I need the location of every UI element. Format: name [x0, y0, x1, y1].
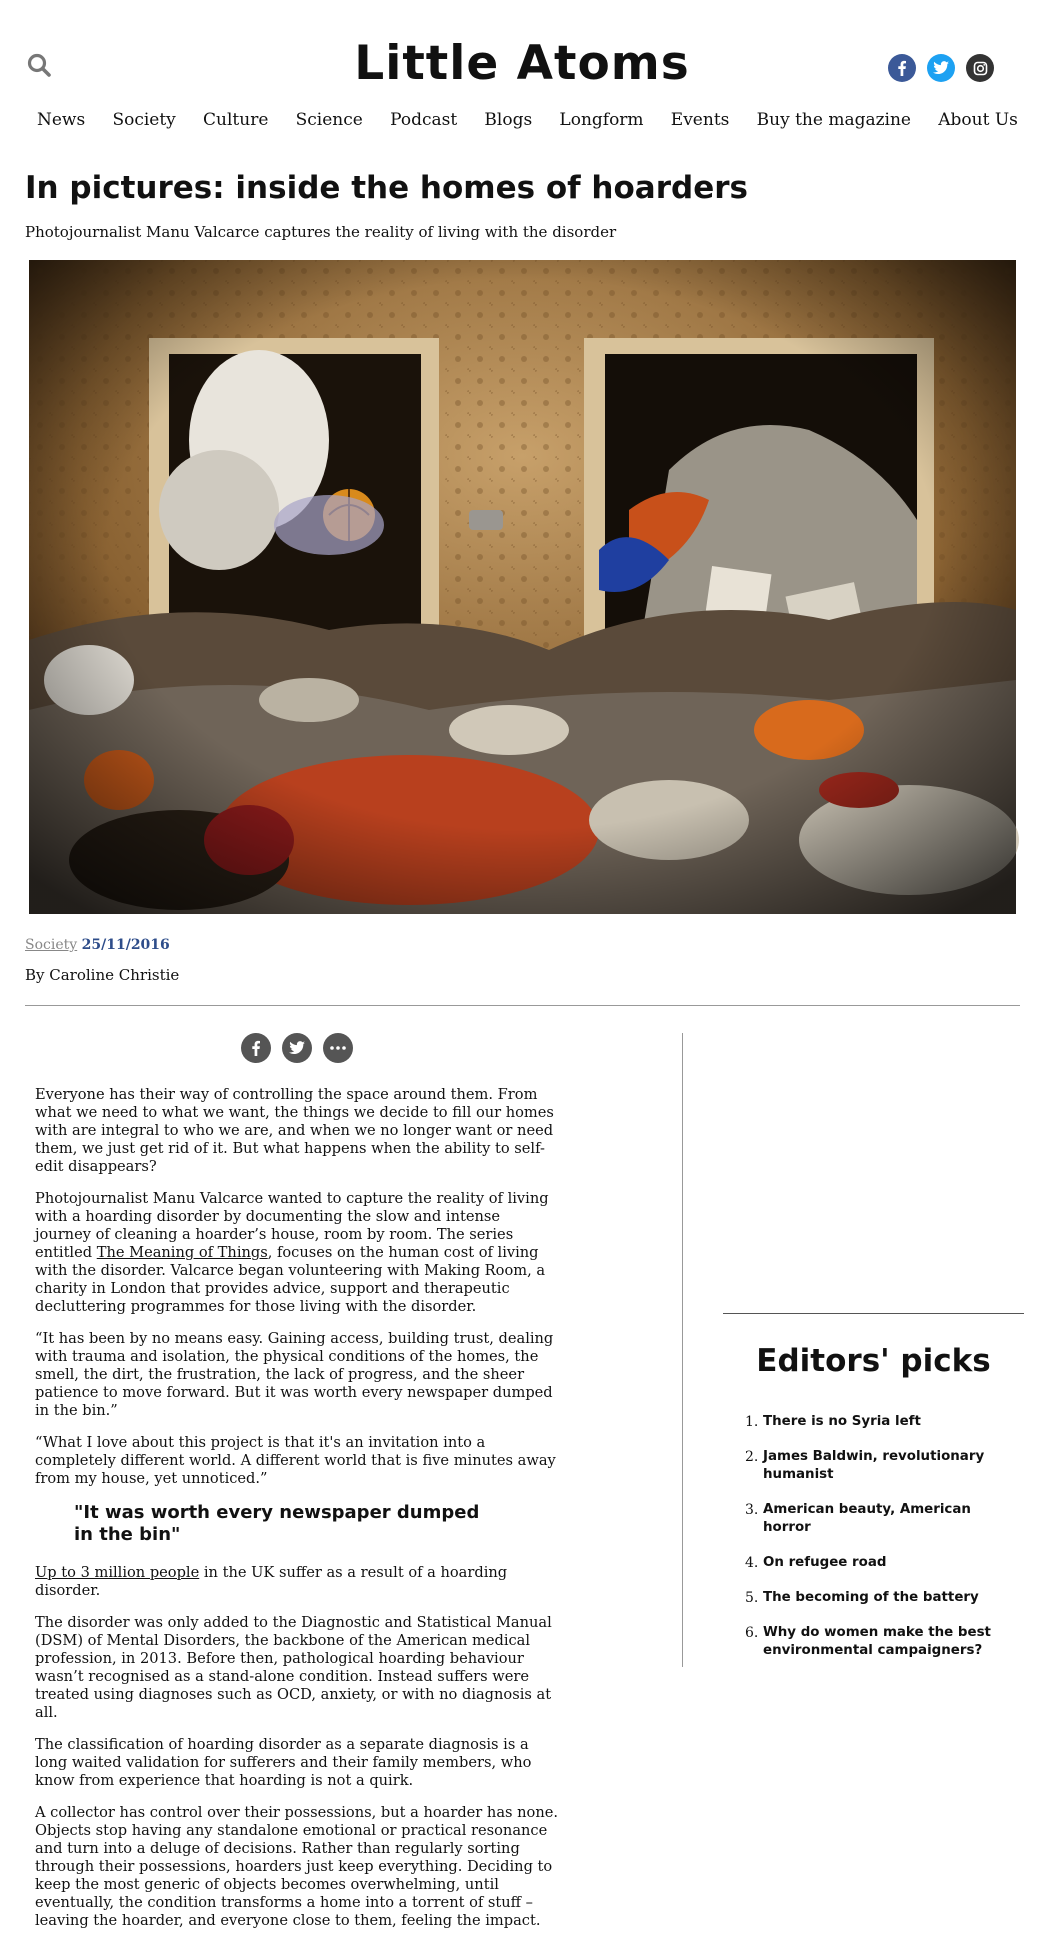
- article-standfirst: Photojournalist Manu Valcarce captures the reality of living with the disorder: [25, 223, 617, 241]
- nav-item-blogs[interactable]: Blogs: [484, 110, 533, 130]
- paragraph: Everyone has their way of controlling the space around them. From what we need to what we want, the things we decide to fill our homes with are integral to who we are, and when we no longer want or need them, we just get rid of it. But what happens when the ability to self-edit disappears?: [35, 1086, 554, 1175]
- pick-number: 3.: [745, 1502, 759, 1518]
- nav-item-science[interactable]: Science: [295, 110, 363, 130]
- paragraph: [35, 1190, 559, 1316]
- article-body: [35, 1086, 559, 1944]
- social-links: [888, 54, 994, 82]
- divider: [25, 1005, 1020, 1006]
- pick-item[interactable]: [745, 1624, 1015, 1660]
- facebook-icon[interactable]: [241, 1033, 271, 1063]
- pick-item[interactable]: [745, 1554, 1015, 1572]
- editors-picks-title: Editors' picks: [756, 1343, 991, 1379]
- paragraph: A collector has control over their possessions, but a hoarder has none. Objects stop having any standalone emotional or practical resonance and turn into a deluge of decisions. Rather than regularly sorting through their possessions, hoarders just keep everything. Deciding to keep the most generic of objects becomes overwhelming, until eventually, the condition transforms a home into a torrent of stuff – leaving the hoarder, and everyone close to them, feeling the impact.: [35, 1804, 559, 1929]
- pick-number: 1.: [745, 1414, 759, 1430]
- pick-label[interactable]: On refugee road: [763, 1555, 887, 1570]
- pick-label[interactable]: The becoming of the battery: [763, 1590, 979, 1605]
- statistic-link[interactable]: Up to 3 million people: [35, 1564, 200, 1581]
- pick-number: 4.: [745, 1555, 759, 1571]
- paragraph-text: in the UK suffer as a result of a hoarding disorder.: [35, 1564, 508, 1599]
- main-nav: [0, 110, 1044, 130]
- paragraph-text: Photojournalist Manu Valcarce wanted to capture the reality of living with a hoarding disorder by documenting the slow and intense journey of cleaning a hoarder’s house, room by room. The series entitled: [35, 1190, 549, 1261]
- paragraph: “It has been by no means easy. Gaining access, building trust, dealing with trauma and isolation, the physical conditions of the homes, the smell, the dirt, the frustration, the lack of progress, and the sheer patience to move forward. But it was worth every newspaper dumped in the bin.”: [35, 1330, 554, 1419]
- more-icon[interactable]: [323, 1033, 353, 1063]
- paragraph: The disorder was only added to the Diagnostic and Statistical Manual (DSM) of Mental Disorders, the backbone of the American medical profession, in 2013. Before then, pathological hoarding behaviour wasn’t recognised as a stand-alone condition. Instead suffers were treated using diagnoses such as OCD, anxiety, or with no diagnosis at all.: [35, 1614, 552, 1721]
- article-meta: [25, 937, 170, 953]
- paragraph: [35, 1564, 559, 1600]
- paragraph: The classification of hoarding disorder as a separate diagnosis is a long waited validation for sufferers and their family members, who know from experience that hoarding is not a quirk.: [35, 1736, 532, 1789]
- pick-item[interactable]: [745, 1448, 1015, 1484]
- byline: By Caroline Christie: [25, 966, 180, 984]
- nav-item-buy-magazine[interactable]: Buy the magazine: [756, 110, 911, 130]
- pick-label[interactable]: There is no Syria left: [763, 1414, 921, 1429]
- nav-item-society[interactable]: Society: [112, 110, 176, 130]
- pick-number: 2.: [745, 1449, 759, 1465]
- site-logo[interactable]: Little Atoms: [354, 36, 690, 91]
- facebook-icon[interactable]: [888, 54, 916, 82]
- nav-item-news[interactable]: News: [37, 110, 86, 130]
- meaning-of-things-link[interactable]: The Meaning of Things: [96, 1244, 268, 1261]
- twitter-icon[interactable]: [282, 1033, 312, 1063]
- instagram-icon[interactable]: [966, 54, 994, 82]
- paragraph-text: , focuses on the human cost of living with the disorder. Valcarce began volunteering with Making Room, a charity in London that provides advice, support and therapeutic decluttering programmes for those living with the disorder.: [35, 1244, 546, 1315]
- pick-label[interactable]: American beauty, American horror: [763, 1502, 971, 1535]
- pick-label[interactable]: James Baldwin, revolutionary humanist: [763, 1449, 985, 1482]
- pick-number: 5.: [745, 1590, 759, 1606]
- pick-item[interactable]: [745, 1413, 1015, 1431]
- hero-image: [29, 260, 1016, 914]
- site-header: [0, 0, 1044, 100]
- share-buttons: [241, 1033, 353, 1063]
- page-title: In pictures: inside the homes of hoarders: [25, 170, 748, 206]
- nav-item-events[interactable]: Events: [670, 110, 730, 130]
- nav-item-podcast[interactable]: Podcast: [390, 110, 458, 130]
- nav-item-culture[interactable]: Culture: [203, 110, 269, 130]
- nav-item-about-us[interactable]: About Us: [938, 110, 1018, 130]
- pick-label[interactable]: Why do women make the best environmental campaigners?: [763, 1625, 991, 1658]
- paragraph: “What I love about this project is that it's an invitation into a completely different world. A different world that is five minutes away from my house, yet unnoticed.”: [35, 1434, 556, 1487]
- category-link[interactable]: Society: [25, 937, 78, 953]
- twitter-icon[interactable]: [927, 54, 955, 82]
- column-divider: [682, 1033, 683, 1667]
- publish-date: 25/11/2016: [81, 937, 170, 953]
- pick-number: 6.: [745, 1625, 759, 1641]
- pick-item[interactable]: [745, 1501, 1015, 1537]
- pick-item[interactable]: [745, 1589, 1015, 1607]
- editors-picks-list: [745, 1413, 1015, 1677]
- pull-quote: "It was worth every newspaper dumped in the bin": [74, 1502, 480, 1545]
- sidebar-divider: [723, 1313, 1024, 1314]
- nav-item-longform[interactable]: Longform: [559, 110, 644, 130]
